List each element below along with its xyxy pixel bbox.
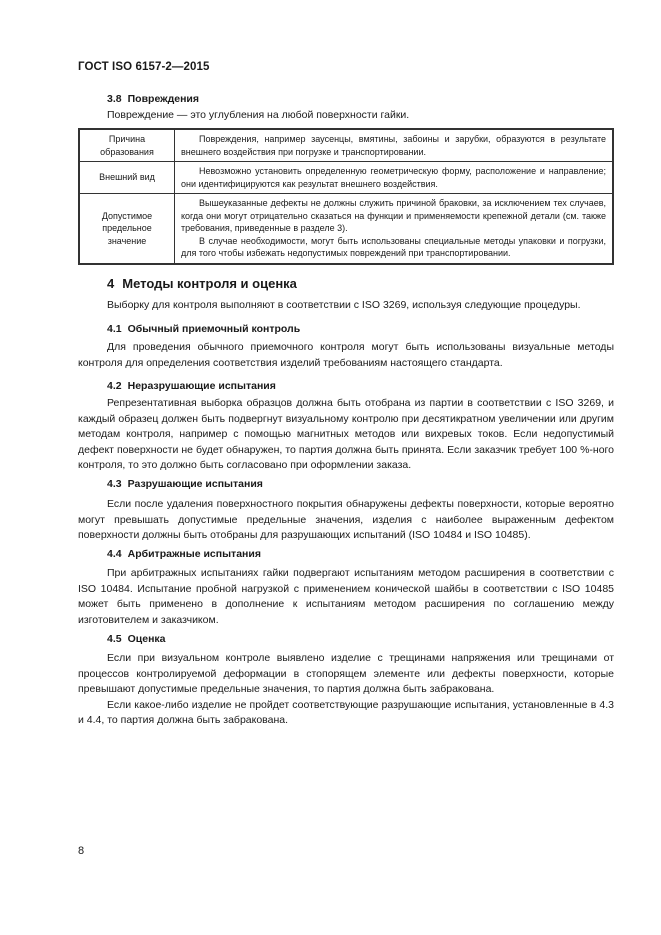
row-label: Внешний вид bbox=[79, 162, 175, 194]
row-description bbox=[175, 129, 614, 162]
section-4-text: Выборку для контроля выполняют в соответствии с ISO 3269, используя следующие процедуры. bbox=[107, 299, 581, 311]
paragraph: Репрезентативная выборка образцов должна быть отобрана из партии в соответствии с ISO 3269, и каждый образец должен быть подвергнут визуальному контролю при десятикратном увеличении или другим методам контроля, например с помощью магнитных методов или вихревых токов. Если недопустимый дефект поверхности не будет обнаружен, то партия должна быть принята. Если заказчик требует 100 %-ного контроля, то это должно быть согласовано при оформлении заказа. bbox=[78, 397, 614, 472]
section-4-4-body bbox=[78, 566, 614, 628]
paragraph: Если при визуальном контроле выявлено изделие с трещинами напряжения или трещинами от процессов контролируемой деформации в стопорящем элементе или дефекты поверхности, которые превышают допустимые предельные значения, то партия должна быть забракована. bbox=[78, 652, 614, 696]
cell-paragraph: Повреждения, например заусенцы, вмятины, забоины и зарубки, образуются в результате внешнего воздействия при погрузке и транспортировании. bbox=[181, 134, 606, 157]
section-title: Арбитражные испытания bbox=[127, 548, 261, 560]
paragraph: Если какое-либо изделие не пройдет соответствующие разрушающие испытания, установленные в 4.3 и 4.4, то партия должна быть забракована. bbox=[78, 698, 614, 727]
section-number: 4.1 bbox=[107, 323, 122, 335]
section-4-1-heading bbox=[107, 323, 300, 335]
cell-paragraph: Невозможно установить определенную геометрическую форму, расположение и направление; они идентифицируются как результат внешнего воздействия. bbox=[181, 166, 606, 189]
table-row bbox=[79, 194, 613, 264]
page-number: 8 bbox=[78, 845, 85, 857]
standard-header: ГОСТ ISO 6157-2—2015 bbox=[78, 61, 210, 73]
section-title: Повреждения bbox=[127, 93, 200, 105]
section-4-2-heading bbox=[107, 380, 276, 392]
paragraph: Для проведения обычного приемочного контроля могут быть использованы визуальные методы контроля для определения соответствия изделий требованиям настоящего стандарта. bbox=[78, 341, 614, 369]
section-4-3-heading bbox=[107, 478, 263, 490]
section-4-heading bbox=[107, 276, 297, 291]
section-number: 4 bbox=[107, 276, 115, 291]
row-label: Причина образования bbox=[79, 129, 175, 162]
section-number: 4.5 bbox=[107, 633, 122, 645]
table-row bbox=[79, 162, 613, 194]
section-title: Неразрушающие испытания bbox=[127, 380, 276, 392]
section-number: 3.8 bbox=[107, 93, 122, 105]
section-3-8-heading bbox=[107, 93, 199, 105]
row-label: Допустимое предельное значение bbox=[79, 194, 175, 264]
paragraph: При арбитражных испытаниях гайки подвергают испытаниям методом расширения в соответствии с ISO 10484. Испытание пробной нагрузкой с применением конической шайбы в соответствии с ISO 10485 может быть применено в дополнение к испытаниям методом расширения по соглашению между изготовителем и заказчиком. bbox=[78, 567, 614, 626]
damage-table bbox=[78, 128, 614, 265]
section-4-2-body bbox=[78, 396, 614, 474]
cell-paragraph: Вышеуказанные дефекты не должны служить причиной браковки, за исключением тех случаев, когда они могут отрицательно сказаться на функции и применяемости крепежной детали (см. также требования, приведенные в разделе 3). bbox=[181, 198, 606, 233]
cell-paragraph: В случае необходимости, могут быть использованы специальные методы упаковки и погрузки, для того чтобы избежать недопустимых повреждений при транспортировании. bbox=[181, 235, 606, 258]
table-row bbox=[79, 129, 613, 162]
row-description bbox=[175, 162, 614, 194]
section-4-5-body bbox=[78, 651, 614, 729]
section-title: Разрушающие испытания bbox=[127, 478, 263, 490]
section-4-4-heading bbox=[107, 548, 261, 560]
section-4-5-heading bbox=[107, 633, 166, 645]
row-description bbox=[175, 194, 614, 264]
section-4-1-body bbox=[78, 340, 614, 371]
paragraph: Если после удаления поверхностного покрытия обнаружены дефекты поверхности, которые вероятно могут превышать допустимые предельные значения, изделия с наиболее выраженным дефектом поверхности должны быть отобраны для разрушающих испытаний (ISO 10484 и ISO 10485). bbox=[78, 498, 614, 542]
section-4-3-body bbox=[78, 497, 614, 544]
section-3-8-text: Повреждение — это углубления на любой поверхности гайки. bbox=[107, 109, 410, 121]
section-number: 4.3 bbox=[107, 478, 122, 490]
section-number: 4.2 bbox=[107, 380, 122, 392]
section-title: Методы контроля и оценка bbox=[122, 276, 297, 291]
section-number: 4.4 bbox=[107, 548, 122, 560]
section-title: Обычный приемочный контроль bbox=[127, 323, 301, 335]
section-title: Оценка bbox=[127, 633, 166, 645]
